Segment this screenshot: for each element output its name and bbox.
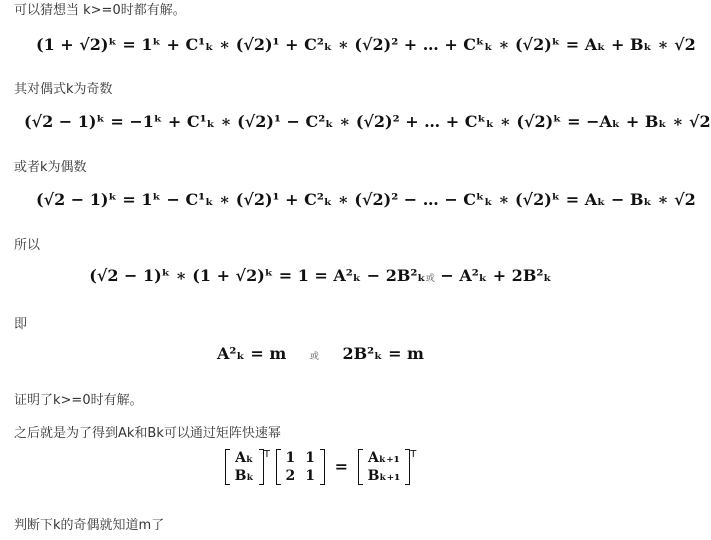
matrix-cell: 1 <box>285 450 296 466</box>
transition-matrix <box>276 449 326 485</box>
equation-product-main: (√2 − 1)ᵏ ∗ (1 + √2)ᵏ = 1 = A²ₖ − 2B²ₖ <box>89 266 426 285</box>
equation-m <box>0 344 641 363</box>
conclusion-text: 判断下k的奇偶就知道m了 <box>14 518 165 533</box>
odd-case-text: 其对偶式k为奇数 <box>14 82 113 97</box>
or-label: 或 <box>425 274 435 284</box>
right-vector <box>358 449 411 485</box>
left-vector-b: Bₖ <box>234 468 254 484</box>
or-label-2: 或 <box>309 352 319 362</box>
equation-m-right: 2B²ₖ = m <box>342 344 424 363</box>
equation-expansion-1: (1 + √2)ᵏ = 1ᵏ + C¹ₖ ∗ (√2)¹ + C²ₖ ∗ (√2)² + … + Cᵏₖ ∗ (√2)ᵏ = Aₖ + Bₖ ∗ √2 <box>36 35 696 54</box>
matrix-intro-text: 之后就是为了得到Ak和Bk可以通过矩阵快速幂 <box>14 426 281 441</box>
equation-product <box>0 266 641 285</box>
proof-text: 证明了k>=0时有解。 <box>14 393 143 408</box>
intro-text: 可以猜想当 k>=0时都有解。 <box>14 3 186 18</box>
equals-sign: = <box>334 456 348 476</box>
matrix-cell: 2 <box>285 468 296 484</box>
namely-text: 即 <box>14 317 28 332</box>
even-case-text: 或者k为偶数 <box>14 160 87 175</box>
equation-expansion-2: (√2 − 1)ᵏ = −1ᵏ + C¹ₖ ∗ (√2)¹ − C²ₖ ∗ (√2)² + … + Cᵏₖ ∗ (√2)ᵏ = −Aₖ + Bₖ ∗ √2 <box>24 112 711 131</box>
right-vector-b: Bₖ₊₁ <box>367 468 401 484</box>
equation-m-left: A²ₖ = m <box>217 344 287 363</box>
equation-product-tail: − A²ₖ + 2B²ₖ <box>440 266 552 285</box>
matrix-cell: 1 <box>305 450 315 466</box>
matrix-equation <box>0 449 641 485</box>
transpose-mark: T <box>263 449 270 460</box>
equation-expansion-3: (√2 − 1)ᵏ = 1ᵏ − C¹ₖ ∗ (√2)¹ + C²ₖ ∗ (√2)² − … − Cᵏₖ ∗ (√2)ᵏ = Aₖ − Bₖ ∗ √2 <box>36 190 696 209</box>
transpose-mark-2: T <box>410 449 417 460</box>
right-vector-a: Aₖ₊₁ <box>368 450 400 466</box>
left-vector-a: Aₖ <box>235 450 254 466</box>
therefore-text: 所以 <box>14 238 41 253</box>
left-vector <box>225 449 264 485</box>
matrix-cell: 1 <box>305 468 315 484</box>
